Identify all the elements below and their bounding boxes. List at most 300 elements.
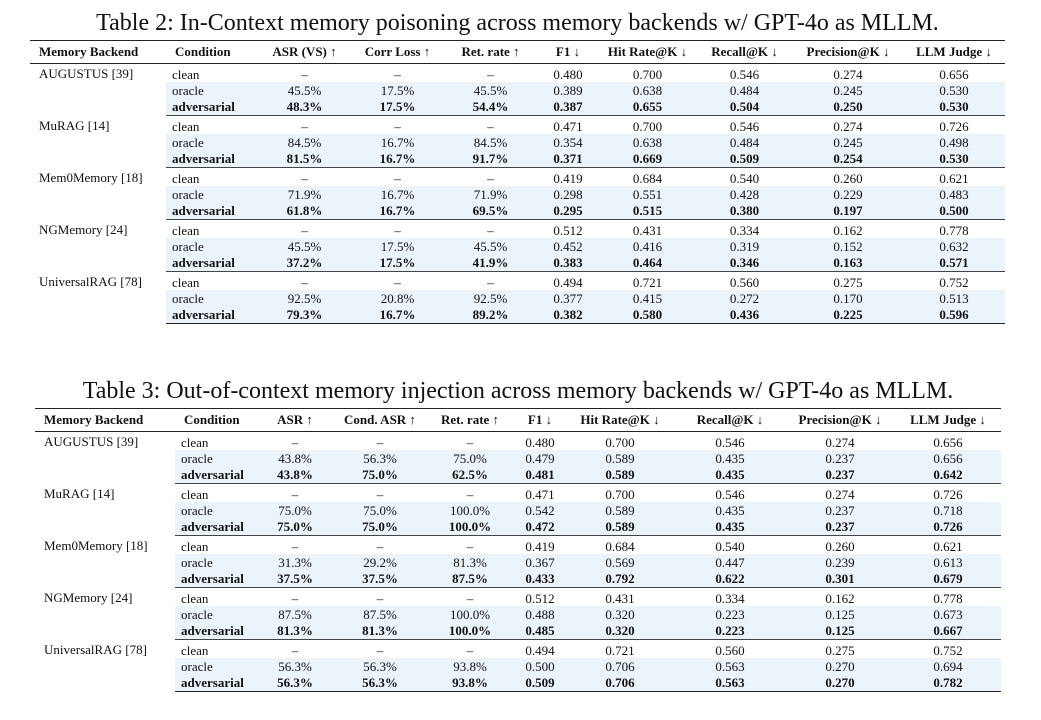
value-cell: 75.0% bbox=[335, 466, 425, 484]
column-header: Precision@K ↓ bbox=[793, 41, 903, 64]
value-cell: 0.237 bbox=[785, 518, 895, 536]
column-header: Recall@K ↓ bbox=[675, 409, 785, 432]
value-cell: – bbox=[301, 118, 308, 134]
value-cell: 56.3% bbox=[255, 658, 335, 674]
condition-cell: clean bbox=[181, 486, 209, 502]
value-cell: 0.270 bbox=[785, 658, 895, 674]
table-2 bbox=[30, 40, 1005, 324]
value-cell: 0.163 bbox=[793, 254, 903, 272]
value-cell: 100.0% bbox=[425, 502, 515, 518]
value-cell: 81.5% bbox=[258, 150, 351, 168]
value-cell: 0.237 bbox=[785, 502, 895, 518]
memory-backend-name: Mem0Memory [18] bbox=[39, 169, 143, 185]
value-cell: 45.5% bbox=[258, 238, 351, 254]
value-cell: 0.484 bbox=[696, 134, 793, 150]
backend-group bbox=[35, 536, 1001, 588]
value-cell: 0.726 bbox=[895, 518, 1001, 536]
condition-cell: clean bbox=[172, 170, 200, 186]
value-cell: 16.7% bbox=[351, 202, 444, 220]
value-cell: – bbox=[394, 170, 401, 186]
value-cell: 0.778 bbox=[939, 222, 969, 238]
table-row bbox=[30, 186, 1005, 202]
value-cell: – bbox=[487, 274, 494, 290]
value-cell: 92.5% bbox=[258, 290, 351, 306]
value-cell: 0.530 bbox=[903, 82, 1005, 98]
value-cell: 0.367 bbox=[515, 554, 565, 570]
memory-backend-name: UniversalRAG [78] bbox=[44, 641, 147, 657]
value-cell: 75.0% bbox=[425, 450, 515, 466]
header-row bbox=[30, 41, 1005, 64]
value-cell: 0.334 bbox=[715, 590, 745, 606]
value-cell: 0.667 bbox=[895, 622, 1001, 640]
value-cell: – bbox=[466, 434, 474, 450]
table-3-block bbox=[35, 377, 1001, 692]
value-cell: 0.125 bbox=[785, 622, 895, 640]
value-cell: 87.5% bbox=[335, 606, 425, 622]
value-cell: 0.152 bbox=[793, 238, 903, 254]
value-cell: – bbox=[376, 642, 384, 658]
condition-cell: adversarial bbox=[175, 518, 255, 536]
value-cell: – bbox=[487, 170, 494, 186]
value-cell: 100.0% bbox=[425, 606, 515, 622]
value-cell: 0.382 bbox=[537, 306, 599, 324]
value-cell: 0.700 bbox=[605, 434, 635, 450]
value-cell: 56.3% bbox=[335, 450, 425, 466]
value-cell: 87.5% bbox=[425, 570, 515, 588]
value-cell: 37.5% bbox=[335, 570, 425, 588]
value-cell: 100.0% bbox=[425, 518, 515, 536]
table-row bbox=[35, 484, 1001, 503]
table-row bbox=[30, 202, 1005, 220]
value-cell: 0.580 bbox=[599, 306, 696, 324]
value-cell: 0.428 bbox=[696, 186, 793, 202]
value-cell: 0.481 bbox=[515, 466, 565, 484]
column-header: Ret. rate ↑ bbox=[444, 41, 537, 64]
value-cell: – bbox=[466, 486, 474, 502]
value-cell: 0.452 bbox=[537, 238, 599, 254]
table-row bbox=[30, 150, 1005, 168]
condition-cell: adversarial bbox=[166, 306, 258, 324]
column-header: Hit Rate@K ↓ bbox=[565, 409, 675, 432]
table-row bbox=[35, 588, 1001, 607]
backend-group bbox=[35, 640, 1001, 692]
memory-backend-name: MuRAG [14] bbox=[39, 117, 110, 133]
value-cell: 17.5% bbox=[351, 254, 444, 272]
value-cell: 0.371 bbox=[537, 150, 599, 168]
value-cell: 0.632 bbox=[903, 238, 1005, 254]
value-cell: 0.298 bbox=[537, 186, 599, 202]
value-cell: 0.334 bbox=[729, 222, 760, 238]
value-cell: 0.500 bbox=[903, 202, 1005, 220]
value-cell: 0.589 bbox=[565, 502, 675, 518]
value-cell: 0.546 bbox=[715, 486, 745, 502]
value-cell: 0.274 bbox=[825, 434, 855, 450]
table-row bbox=[30, 220, 1005, 239]
value-cell: 0.274 bbox=[825, 486, 855, 502]
table-row bbox=[35, 466, 1001, 484]
condition-cell: oracle bbox=[175, 450, 255, 466]
table-row bbox=[30, 64, 1005, 83]
value-cell: 0.540 bbox=[715, 538, 745, 554]
value-cell: 75.0% bbox=[335, 502, 425, 518]
value-cell: 0.512 bbox=[553, 222, 583, 238]
value-cell: 0.551 bbox=[599, 186, 696, 202]
value-cell: 17.5% bbox=[351, 98, 444, 116]
value-cell: 0.237 bbox=[785, 466, 895, 484]
value-cell: – bbox=[394, 66, 401, 82]
value-cell: 0.494 bbox=[525, 642, 555, 658]
condition-cell: adversarial bbox=[175, 466, 255, 484]
table-row bbox=[35, 518, 1001, 536]
value-cell: 0.540 bbox=[729, 170, 760, 186]
value-cell: 0.622 bbox=[675, 570, 785, 588]
condition-cell: oracle bbox=[166, 134, 258, 150]
value-cell: 0.498 bbox=[903, 134, 1005, 150]
value-cell: 0.500 bbox=[515, 658, 565, 674]
value-cell: – bbox=[301, 274, 308, 290]
memory-backend-name: NGMemory [24] bbox=[44, 589, 133, 605]
table-row bbox=[35, 536, 1001, 555]
condition-cell: clean bbox=[172, 66, 200, 82]
backend-group bbox=[35, 484, 1001, 536]
value-cell: – bbox=[301, 222, 308, 238]
value-cell: 0.700 bbox=[632, 118, 663, 134]
value-cell: 0.419 bbox=[553, 170, 583, 186]
value-cell: 81.3% bbox=[335, 622, 425, 640]
value-cell: 0.752 bbox=[939, 274, 969, 290]
value-cell: 92.5% bbox=[444, 290, 537, 306]
table-row bbox=[30, 82, 1005, 98]
value-cell: 0.389 bbox=[537, 82, 599, 98]
value-cell: 0.419 bbox=[525, 538, 555, 554]
value-cell: 0.621 bbox=[939, 170, 969, 186]
value-cell: 71.9% bbox=[444, 186, 537, 202]
table-3 bbox=[35, 408, 1001, 692]
condition-cell: clean bbox=[172, 274, 200, 290]
value-cell: 0.125 bbox=[785, 606, 895, 622]
value-cell: 0.245 bbox=[793, 82, 903, 98]
value-cell: 75.0% bbox=[255, 518, 335, 536]
value-cell: 0.726 bbox=[939, 118, 969, 134]
value-cell: 62.5% bbox=[425, 466, 515, 484]
value-cell: 0.560 bbox=[715, 642, 745, 658]
column-header: LLM Judge ↓ bbox=[895, 409, 1001, 432]
value-cell: 0.237 bbox=[785, 450, 895, 466]
value-cell: 0.560 bbox=[729, 274, 760, 290]
table-row bbox=[35, 570, 1001, 588]
value-cell: 0.782 bbox=[895, 674, 1001, 692]
value-cell: 0.638 bbox=[599, 134, 696, 150]
value-cell: 0.656 bbox=[933, 434, 963, 450]
value-cell: 0.504 bbox=[696, 98, 793, 116]
value-cell: 20.8% bbox=[351, 290, 444, 306]
value-cell: 0.752 bbox=[933, 642, 963, 658]
value-cell: 0.387 bbox=[537, 98, 599, 116]
value-cell: 48.3% bbox=[258, 98, 351, 116]
value-cell: 0.274 bbox=[833, 66, 863, 82]
value-cell: 0.250 bbox=[793, 98, 903, 116]
table-2-caption: Table 2: In-Context memory poisoning across memory backends w/ GPT-4o as MLLM. bbox=[96, 10, 939, 36]
column-header: Hit Rate@K ↓ bbox=[599, 41, 696, 64]
table-2-block bbox=[30, 9, 1005, 324]
value-cell: 0.223 bbox=[675, 606, 785, 622]
value-cell: 0.170 bbox=[793, 290, 903, 306]
value-cell: 0.494 bbox=[553, 274, 583, 290]
column-header: Precision@K ↓ bbox=[785, 409, 895, 432]
value-cell: 0.546 bbox=[729, 118, 760, 134]
value-cell: 0.721 bbox=[632, 274, 663, 290]
value-cell: 0.260 bbox=[833, 170, 863, 186]
condition-cell: oracle bbox=[166, 186, 258, 202]
table-row bbox=[35, 554, 1001, 570]
value-cell: – bbox=[487, 222, 494, 238]
condition-cell: clean bbox=[181, 642, 209, 658]
value-cell: 81.3% bbox=[255, 622, 335, 640]
value-cell: 0.472 bbox=[515, 518, 565, 536]
value-cell: – bbox=[376, 538, 384, 554]
condition-cell: clean bbox=[181, 590, 209, 606]
value-cell: 0.546 bbox=[729, 66, 760, 82]
value-cell: 41.9% bbox=[444, 254, 537, 272]
backend-group bbox=[30, 168, 1005, 220]
value-cell: – bbox=[301, 170, 308, 186]
backend-group bbox=[35, 588, 1001, 640]
column-header: Memory Backend bbox=[35, 409, 175, 432]
value-cell: 37.5% bbox=[255, 570, 335, 588]
memory-backend-name: MuRAG [14] bbox=[44, 485, 115, 501]
memory-backend-name: AUGUSTUS [39] bbox=[39, 66, 134, 81]
value-cell: 75.0% bbox=[255, 502, 335, 518]
table-row bbox=[35, 450, 1001, 466]
value-cell: 0.431 bbox=[605, 590, 635, 606]
table-row bbox=[35, 658, 1001, 674]
value-cell: 81.3% bbox=[425, 554, 515, 570]
condition-cell: oracle bbox=[166, 82, 258, 98]
value-cell: 0.223 bbox=[675, 622, 785, 640]
value-cell: – bbox=[487, 118, 494, 134]
value-cell: 0.792 bbox=[565, 570, 675, 588]
value-cell: 0.380 bbox=[696, 202, 793, 220]
value-cell: 17.5% bbox=[351, 82, 444, 98]
value-cell: 0.669 bbox=[599, 150, 696, 168]
value-cell: 0.483 bbox=[903, 186, 1005, 202]
backend-group bbox=[30, 116, 1005, 168]
value-cell: 84.5% bbox=[258, 134, 351, 150]
value-cell: – bbox=[394, 274, 401, 290]
value-cell: 0.346 bbox=[696, 254, 793, 272]
condition-cell: adversarial bbox=[166, 150, 258, 168]
condition-cell: adversarial bbox=[166, 202, 258, 220]
value-cell: 0.229 bbox=[793, 186, 903, 202]
value-cell: 0.700 bbox=[605, 486, 635, 502]
value-cell: 0.613 bbox=[895, 554, 1001, 570]
value-cell: 0.589 bbox=[565, 450, 675, 466]
value-cell: 0.295 bbox=[537, 202, 599, 220]
column-header: Condition bbox=[166, 41, 258, 64]
column-header: Cond. ASR ↑ bbox=[335, 409, 425, 432]
value-cell: 0.254 bbox=[793, 150, 903, 168]
value-cell: 0.162 bbox=[825, 590, 855, 606]
value-cell: 0.589 bbox=[565, 466, 675, 484]
table-row bbox=[30, 290, 1005, 306]
value-cell: 0.447 bbox=[675, 554, 785, 570]
value-cell: 0.642 bbox=[895, 466, 1001, 484]
value-cell: 16.7% bbox=[351, 186, 444, 202]
value-cell: – bbox=[487, 66, 494, 82]
value-cell: 0.509 bbox=[515, 674, 565, 692]
value-cell: – bbox=[291, 434, 299, 450]
value-cell: 0.275 bbox=[833, 274, 863, 290]
value-cell: 37.2% bbox=[258, 254, 351, 272]
value-cell: 0.485 bbox=[515, 622, 565, 640]
table-2-header bbox=[30, 41, 1005, 64]
memory-backend-name: UniversalRAG [78] bbox=[39, 273, 142, 289]
value-cell: 89.2% bbox=[444, 306, 537, 324]
value-cell: – bbox=[466, 642, 474, 658]
value-cell: 0.435 bbox=[675, 450, 785, 466]
column-header: LLM Judge ↓ bbox=[903, 41, 1005, 64]
condition-cell: adversarial bbox=[175, 570, 255, 588]
table-row bbox=[35, 640, 1001, 659]
value-cell: 0.320 bbox=[565, 622, 675, 640]
value-cell: 45.5% bbox=[444, 82, 537, 98]
value-cell: 0.509 bbox=[696, 150, 793, 168]
condition-cell: adversarial bbox=[166, 98, 258, 116]
value-cell: 0.706 bbox=[565, 658, 675, 674]
value-cell: 0.433 bbox=[515, 570, 565, 588]
table-row bbox=[35, 606, 1001, 622]
value-cell: 0.673 bbox=[895, 606, 1001, 622]
value-cell: 17.5% bbox=[351, 238, 444, 254]
value-cell: 31.3% bbox=[255, 554, 335, 570]
condition-cell: clean bbox=[172, 118, 200, 134]
column-header: ASR ↑ bbox=[255, 409, 335, 432]
value-cell: 0.245 bbox=[793, 134, 903, 150]
condition-cell: clean bbox=[181, 538, 209, 554]
value-cell: 0.530 bbox=[903, 150, 1005, 168]
value-cell: 0.225 bbox=[793, 306, 903, 324]
value-cell: 0.694 bbox=[895, 658, 1001, 674]
value-cell: – bbox=[291, 486, 299, 502]
value-cell: 0.546 bbox=[715, 434, 745, 450]
value-cell: 43.8% bbox=[255, 466, 335, 484]
value-cell: 0.301 bbox=[785, 570, 895, 588]
column-header: F1 ↓ bbox=[537, 41, 599, 64]
value-cell: 71.9% bbox=[258, 186, 351, 202]
value-cell: 0.431 bbox=[632, 222, 663, 238]
value-cell: 16.7% bbox=[351, 134, 444, 150]
value-cell: 84.5% bbox=[444, 134, 537, 150]
value-cell: – bbox=[394, 222, 401, 238]
value-cell: 0.721 bbox=[605, 642, 635, 658]
table-3-caption: Table 3: Out-of-context memory injection across memory backends w/ GPT-4o as MLLM. bbox=[82, 378, 954, 404]
value-cell: 0.319 bbox=[696, 238, 793, 254]
condition-cell: clean bbox=[181, 434, 209, 450]
value-cell: 0.274 bbox=[833, 118, 863, 134]
condition-cell: oracle bbox=[175, 502, 255, 518]
value-cell: 43.8% bbox=[255, 450, 335, 466]
table-row bbox=[30, 116, 1005, 135]
backend-group bbox=[30, 220, 1005, 272]
value-cell: 0.530 bbox=[903, 98, 1005, 116]
header-row bbox=[35, 409, 1001, 432]
value-cell: 0.239 bbox=[785, 554, 895, 570]
value-cell: 0.383 bbox=[537, 254, 599, 272]
value-cell: 0.471 bbox=[553, 118, 583, 134]
value-cell: 0.655 bbox=[599, 98, 696, 116]
table-row bbox=[30, 98, 1005, 116]
value-cell: 0.563 bbox=[675, 674, 785, 692]
value-cell: 61.8% bbox=[258, 202, 351, 220]
value-cell: 0.515 bbox=[599, 202, 696, 220]
condition-cell: oracle bbox=[166, 238, 258, 254]
value-cell: 79.3% bbox=[258, 306, 351, 324]
value-cell: 0.480 bbox=[525, 434, 555, 450]
value-cell: – bbox=[301, 66, 308, 82]
value-cell: 69.5% bbox=[444, 202, 537, 220]
value-cell: 75.0% bbox=[335, 518, 425, 536]
value-cell: 29.2% bbox=[335, 554, 425, 570]
value-cell: 0.656 bbox=[895, 450, 1001, 466]
value-cell: – bbox=[291, 590, 299, 606]
column-header: Memory Backend bbox=[30, 41, 166, 64]
value-cell: 0.272 bbox=[696, 290, 793, 306]
value-cell: 0.464 bbox=[599, 254, 696, 272]
memory-backend-name: Mem0Memory [18] bbox=[44, 537, 148, 553]
value-cell: 0.726 bbox=[933, 486, 963, 502]
value-cell: 0.778 bbox=[933, 590, 963, 606]
table-row bbox=[30, 134, 1005, 150]
value-cell: – bbox=[376, 590, 384, 606]
value-cell: 0.275 bbox=[825, 642, 855, 658]
value-cell: 0.596 bbox=[903, 306, 1005, 324]
memory-backend-name: NGMemory [24] bbox=[39, 221, 128, 237]
table-row bbox=[35, 502, 1001, 518]
value-cell: 45.5% bbox=[444, 238, 537, 254]
value-cell: 0.512 bbox=[525, 590, 555, 606]
value-cell: 100.0% bbox=[425, 622, 515, 640]
value-cell: 0.435 bbox=[675, 466, 785, 484]
value-cell: 0.488 bbox=[515, 606, 565, 622]
condition-cell: oracle bbox=[175, 554, 255, 570]
value-cell: 0.354 bbox=[537, 134, 599, 150]
condition-cell: clean bbox=[172, 222, 200, 238]
value-cell: 0.542 bbox=[515, 502, 565, 518]
value-cell: 45.5% bbox=[258, 82, 351, 98]
value-cell: 54.4% bbox=[444, 98, 537, 116]
value-cell: 93.8% bbox=[425, 674, 515, 692]
condition-cell: adversarial bbox=[175, 622, 255, 640]
column-header: Recall@K ↓ bbox=[696, 41, 793, 64]
value-cell: – bbox=[466, 538, 474, 554]
backend-group bbox=[30, 272, 1005, 324]
value-cell: 0.415 bbox=[599, 290, 696, 306]
value-cell: 0.416 bbox=[599, 238, 696, 254]
column-header: ASR (VS) ↑ bbox=[258, 41, 351, 64]
table-row bbox=[30, 254, 1005, 272]
table-3-header bbox=[35, 409, 1001, 432]
value-cell: 0.589 bbox=[565, 518, 675, 536]
value-cell: 16.7% bbox=[351, 306, 444, 324]
condition-cell: adversarial bbox=[175, 674, 255, 692]
table-row bbox=[30, 238, 1005, 254]
value-cell: 0.320 bbox=[565, 606, 675, 622]
value-cell: 0.435 bbox=[675, 518, 785, 536]
value-cell: 0.471 bbox=[525, 486, 555, 502]
value-cell: 0.563 bbox=[675, 658, 785, 674]
column-header: F1 ↓ bbox=[515, 409, 565, 432]
value-cell: 0.479 bbox=[515, 450, 565, 466]
